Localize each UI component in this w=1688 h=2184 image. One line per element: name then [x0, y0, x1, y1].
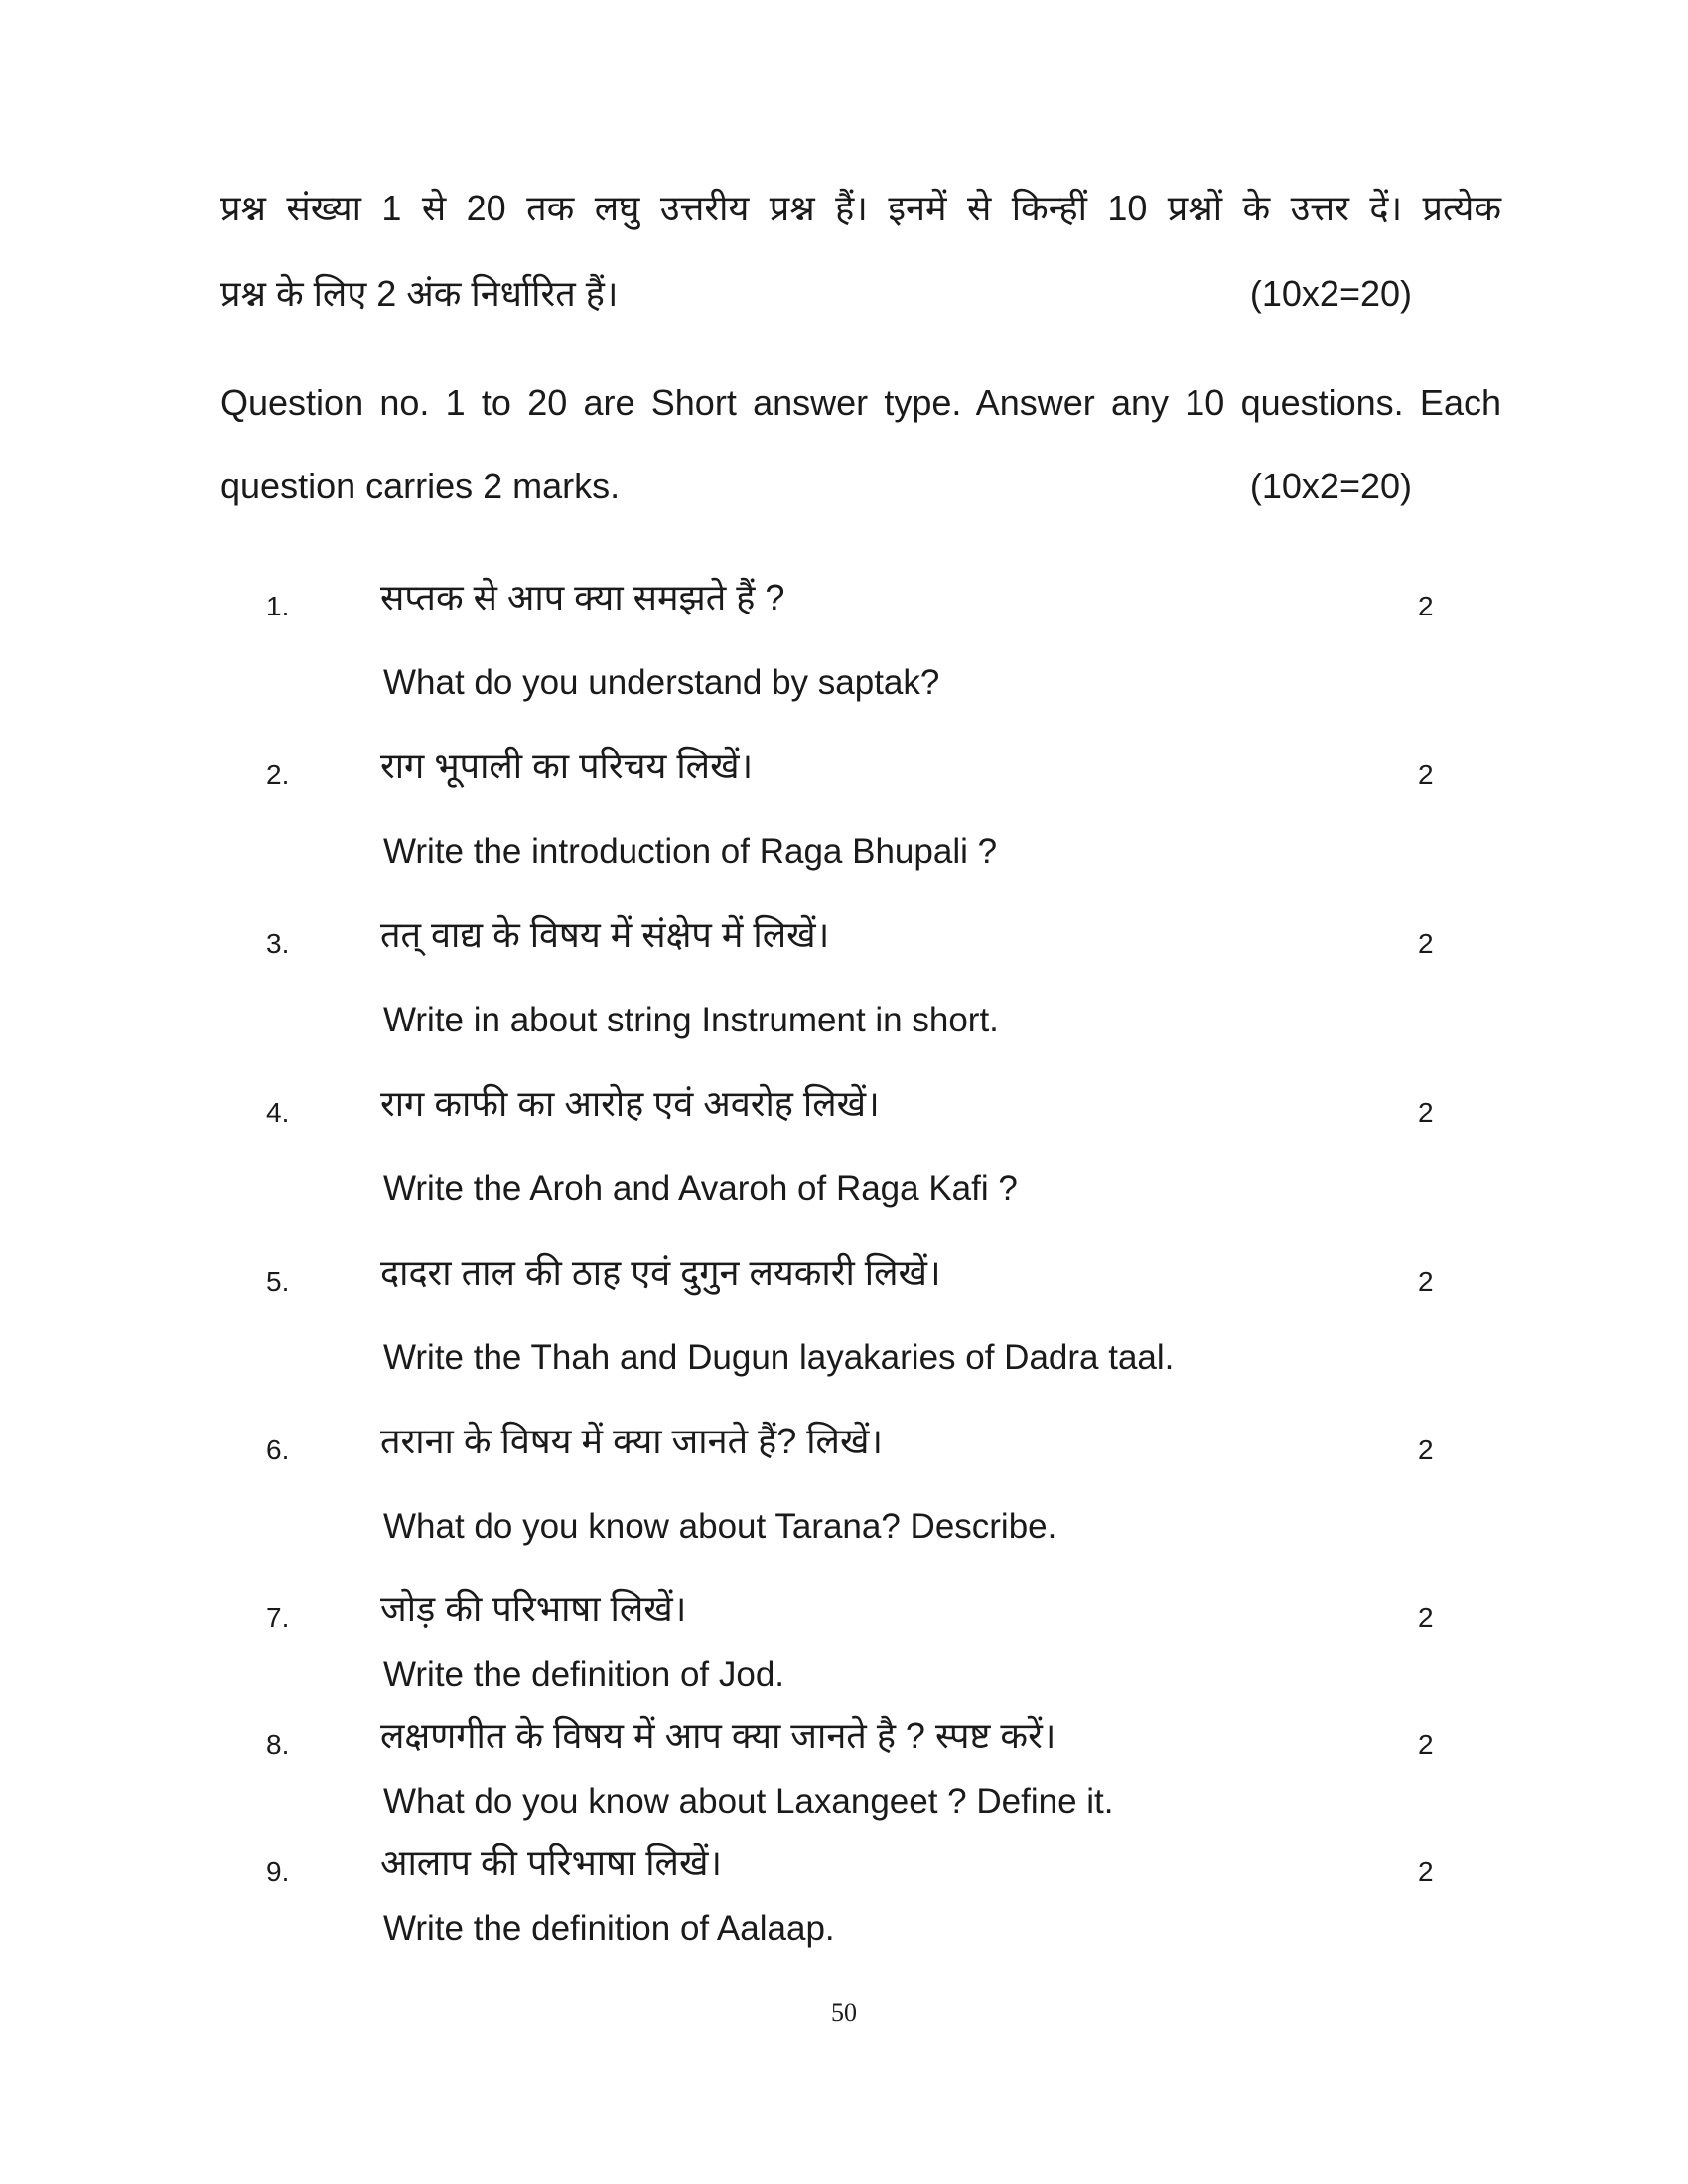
question-english: Write the definition of Jod.	[383, 1655, 785, 1694]
question-item	[0, 745, 1688, 871]
question-hindi: राग काफी का आरोह एवं अवरोह लिखें।	[380, 1083, 880, 1124]
hindi-instruction-line-2	[220, 272, 1501, 316]
question-number: 3.	[266, 928, 290, 959]
english-instruction-line-2	[220, 465, 1501, 508]
question-item	[0, 1842, 1688, 1948]
hindi-instruction-line-1: प्रश्न संख्या 1 से 20 तक लघु उत्तरीय प्रश्न हैं। इनमें से किन्हीं 10 प्रश्नों के उत्तर दें। प्रत्येक	[220, 188, 1501, 228]
question-number: 5.	[266, 1266, 290, 1297]
question-item	[0, 1251, 1688, 1377]
question-hindi: आलाप की परिभाषा लिखें।	[380, 1843, 723, 1883]
question-marks: 2	[1418, 1602, 1434, 1633]
page-number: 50	[831, 1998, 857, 2027]
question-english: Write the introduction of Raga Bhupali ?	[383, 832, 998, 871]
question-hindi: लक्षणगीत के विषय में आप क्या जानते है ? स्पष्ट करें।	[380, 1715, 1056, 1756]
question-hindi: सप्तक से आप क्या समझते हैं ?	[380, 577, 785, 617]
question-marks: 2	[1418, 1434, 1434, 1465]
question-item	[0, 913, 1688, 1039]
question-english: What do you understand by saptak?	[383, 663, 940, 702]
question-hindi: तराना के विषय में क्या जानते हैं? लिखें।	[380, 1421, 884, 1461]
question-item	[0, 1587, 1688, 1694]
question-marks: 2	[1418, 759, 1434, 790]
question-number: 6.	[266, 1434, 290, 1465]
question-marks: 2	[1418, 1856, 1434, 1887]
question-item	[0, 1714, 1688, 1821]
hindi-instruction-text: प्रश्न के लिए 2 अंक निर्धारित हैं।	[220, 273, 619, 314]
question-number: 1.	[266, 591, 290, 621]
hindi-instruction-marks: (10x2=20)	[1249, 273, 1412, 314]
question-number: 9.	[266, 1856, 290, 1887]
question-english: Write the definition of Aalaap.	[383, 1909, 835, 1948]
question-marks: 2	[1418, 1097, 1434, 1128]
question-english: Write the Thah and Dugun layakaries of Dadra taal.	[383, 1338, 1175, 1377]
question-marks: 2	[1418, 1266, 1434, 1297]
question-marks: 2	[1418, 591, 1434, 621]
question-number: 2.	[266, 759, 290, 790]
english-instruction-line-1: Question no. 1 to 20 are Short answer type. Answer any 10 questions. Each	[220, 382, 1501, 423]
question-item	[0, 576, 1688, 702]
question-english: Write in about string Instrument in short.	[383, 1001, 999, 1039]
question-english: What do you know about Tarana? Describe.	[383, 1507, 1057, 1546]
question-english: Write the Aroh and Avaroh of Raga Kafi ?	[383, 1169, 1018, 1208]
question-hindi: दादरा ताल की ठाह एवं दुगुन लयकारी लिखें।	[380, 1252, 941, 1293]
question-number: 4.	[266, 1097, 290, 1128]
english-instruction-text: question carries 2 marks.	[220, 466, 621, 506]
question-hindi: जोड़ की परिभाषा लिखें।	[380, 1588, 687, 1629]
question-marks: 2	[1418, 928, 1434, 959]
question-english: What do you know about Laxangeet ? Define it.	[383, 1782, 1114, 1821]
question-number: 8.	[266, 1729, 290, 1760]
question-number: 7.	[266, 1602, 290, 1633]
question-hindi: राग भूपाली का परिचय लिखें।	[380, 746, 754, 786]
english-instruction-marks: (10x2=20)	[1249, 466, 1412, 506]
question-item	[0, 1420, 1688, 1546]
question-marks: 2	[1418, 1729, 1434, 1760]
question-item	[0, 1082, 1688, 1208]
question-hindi: तत् वाद्य के विषय में संक्षेप में लिखें।	[380, 914, 830, 955]
